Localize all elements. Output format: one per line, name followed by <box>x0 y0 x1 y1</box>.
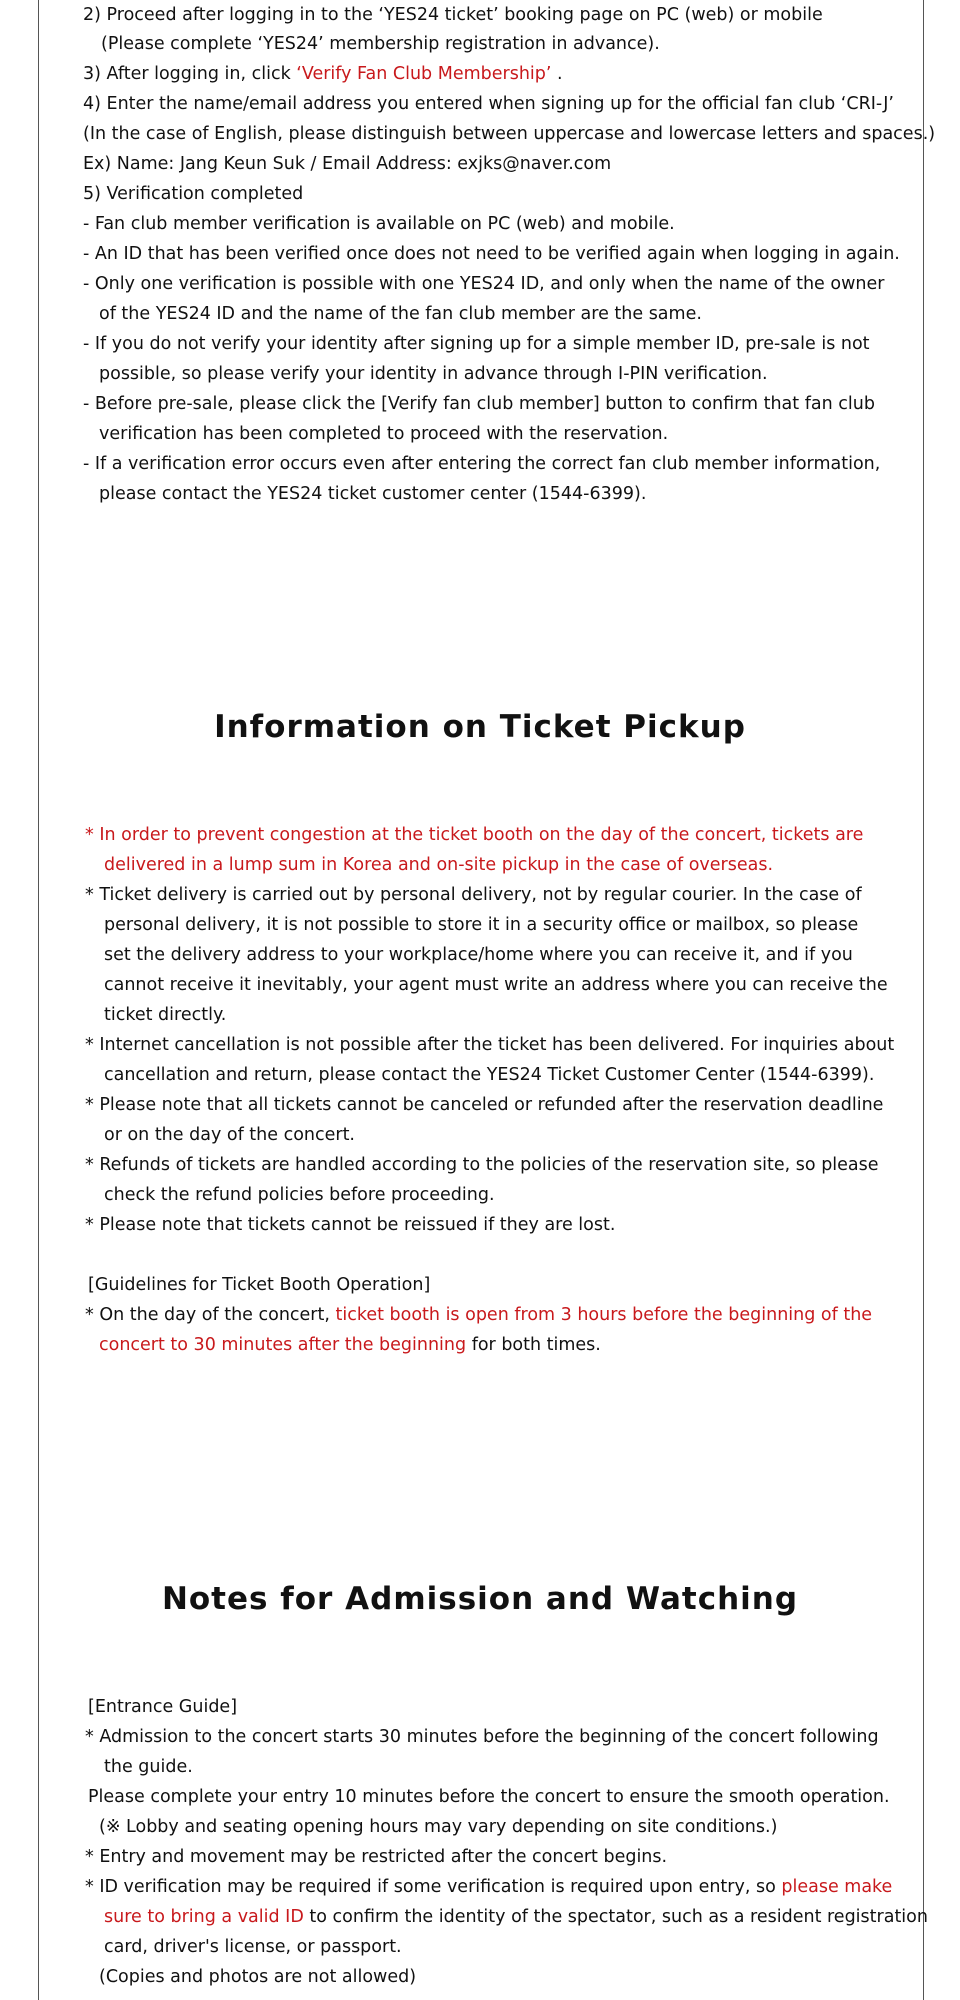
pickup-line: set the delivery address to your workplace/home where you can receive it, and if you <box>104 945 853 965</box>
admission-line: * Admission to the concert starts 30 minutes before the beginning of the concert following <box>85 1727 879 1747</box>
pickup-line: * Refunds of tickets are handled according to the policies of the reservation site, so please <box>85 1155 879 1175</box>
pickup-line: * Internet cancellation is not possible after the ticket has been delivered. For inquiries about <box>85 1035 895 1055</box>
verify-fan-club-link: ‘Verify Fan Club Membership’ <box>296 64 552 84</box>
verification-note: - If a verification error occurs even after entering the correct fan club member information, <box>83 454 881 474</box>
verification-note: of the YES24 ID and the name of the fan club member are the same. <box>99 304 702 324</box>
booth-prefix: * On the day of the concert, <box>85 1305 336 1325</box>
pickup-notice: * In order to prevent congestion at the ticket booth on the day of the concert, tickets are <box>85 825 864 845</box>
id-highlight: please make <box>781 1877 893 1897</box>
id-suffix: to confirm the identity of the spectator, such as a resident registration <box>309 1907 928 1927</box>
verification-line: 5) Verification completed <box>83 184 304 204</box>
admission-heading: Notes for Admission and Watching <box>161 1581 799 1617</box>
verification-line: 4) Enter the name/email address you entered when signing up for the official fan club ‘CRI-J’ <box>83 94 894 114</box>
verification-note: possible, so please verify your identity in advance through I-PIN verification. <box>99 364 768 384</box>
pickup-line: cancellation and return, please contact the YES24 Ticket Customer Center (1544-6399). <box>104 1065 875 1085</box>
pickup-line: check the refund policies before proceeding. <box>104 1185 495 1205</box>
pickup-line: * Please note that tickets cannot be reissued if they are lost. <box>85 1215 616 1235</box>
verification-note: - An ID that has been verified once does not need to be verified again when logging in again. <box>83 244 900 264</box>
verification-step3 <box>83 59 563 89</box>
admission-line: (Copies and photos are not allowed) <box>99 1967 417 1987</box>
id-highlight: sure to bring a valid ID <box>104 1907 304 1927</box>
admission-line: * Entry and movement may be restricted after the concert begins. <box>85 1847 668 1867</box>
verification-line: (Please complete ‘YES24’ membership registration in advance). <box>101 34 660 54</box>
step3-suffix: . <box>557 64 563 84</box>
step3-prefix: 3) After logging in, click <box>83 64 297 84</box>
admission-line: Please complete your entry 10 minutes before the concert to ensure the smooth operation. <box>88 1787 890 1807</box>
booth-hours-line <box>99 1330 601 1360</box>
verification-line: (In the case of English, please distinguish between uppercase and lowercase letters and spaces.) <box>83 124 936 144</box>
verification-note: - Only one verification is possible with one YES24 ID, and only when the name of the owner <box>83 274 885 294</box>
verification-line: 2) Proceed after logging in to the ‘YES24 ticket’ booking page on PC (web) or mobile <box>83 5 823 25</box>
pickup-line: ticket directly. <box>104 1005 227 1025</box>
verification-note: - If you do not verify your identity after signing up for a simple member ID, pre-sale is not <box>83 334 870 354</box>
admission-line: (※ Lobby and seating opening hours may vary depending on site conditions.) <box>99 1817 778 1837</box>
verification-note: please contact the YES24 ticket customer center (1544-6399). <box>99 484 647 504</box>
id-prefix: * ID verification may be required if some verification is required upon entry, so <box>85 1877 782 1897</box>
entrance-guide-heading: [Entrance Guide] <box>88 1697 238 1717</box>
pickup-line: * Please note that all tickets cannot be canceled or refunded after the reservation deadline <box>85 1095 884 1115</box>
pickup-line: cannot receive it inevitably, your agent must write an address where you can receive the <box>104 975 888 995</box>
admission-line: card, driver's license, or passport. <box>104 1937 402 1957</box>
id-verification-line <box>85 1872 892 1902</box>
booth-hours-highlight: concert to 30 minutes after the beginning <box>99 1335 467 1355</box>
booth-hours-line <box>85 1300 872 1330</box>
admission-line: the guide. <box>104 1757 193 1777</box>
verification-note: - Before pre-sale, please click the [Verify fan club member] button to confirm that fan club <box>83 394 875 414</box>
verification-note: verification has been completed to proceed with the reservation. <box>99 424 669 444</box>
pickup-line: or on the day of the concert. <box>104 1125 355 1145</box>
booth-guidelines-heading: [Guidelines for Ticket Booth Operation] <box>88 1275 431 1295</box>
booth-suffix: for both times. <box>466 1335 601 1355</box>
pickup-line: personal delivery, it is not possible to store it in a security office or mailbox, so please <box>104 915 859 935</box>
verification-line: Ex) Name: Jang Keun Suk / Email Address: exjks@naver.com <box>83 154 612 174</box>
pickup-line: * Ticket delivery is carried out by personal delivery, not by regular courier. In the case of <box>85 885 862 905</box>
verification-note: - Fan club member verification is available on PC (web) and mobile. <box>83 214 675 234</box>
pickup-notice: delivered in a lump sum in Korea and on-site pickup in the case of overseas. <box>104 855 774 875</box>
booth-hours-highlight: ticket booth is open from 3 hours before the beginning of the <box>335 1305 873 1325</box>
pickup-heading: Information on Ticket Pickup <box>214 709 746 745</box>
id-verification-line <box>104 1902 928 1932</box>
